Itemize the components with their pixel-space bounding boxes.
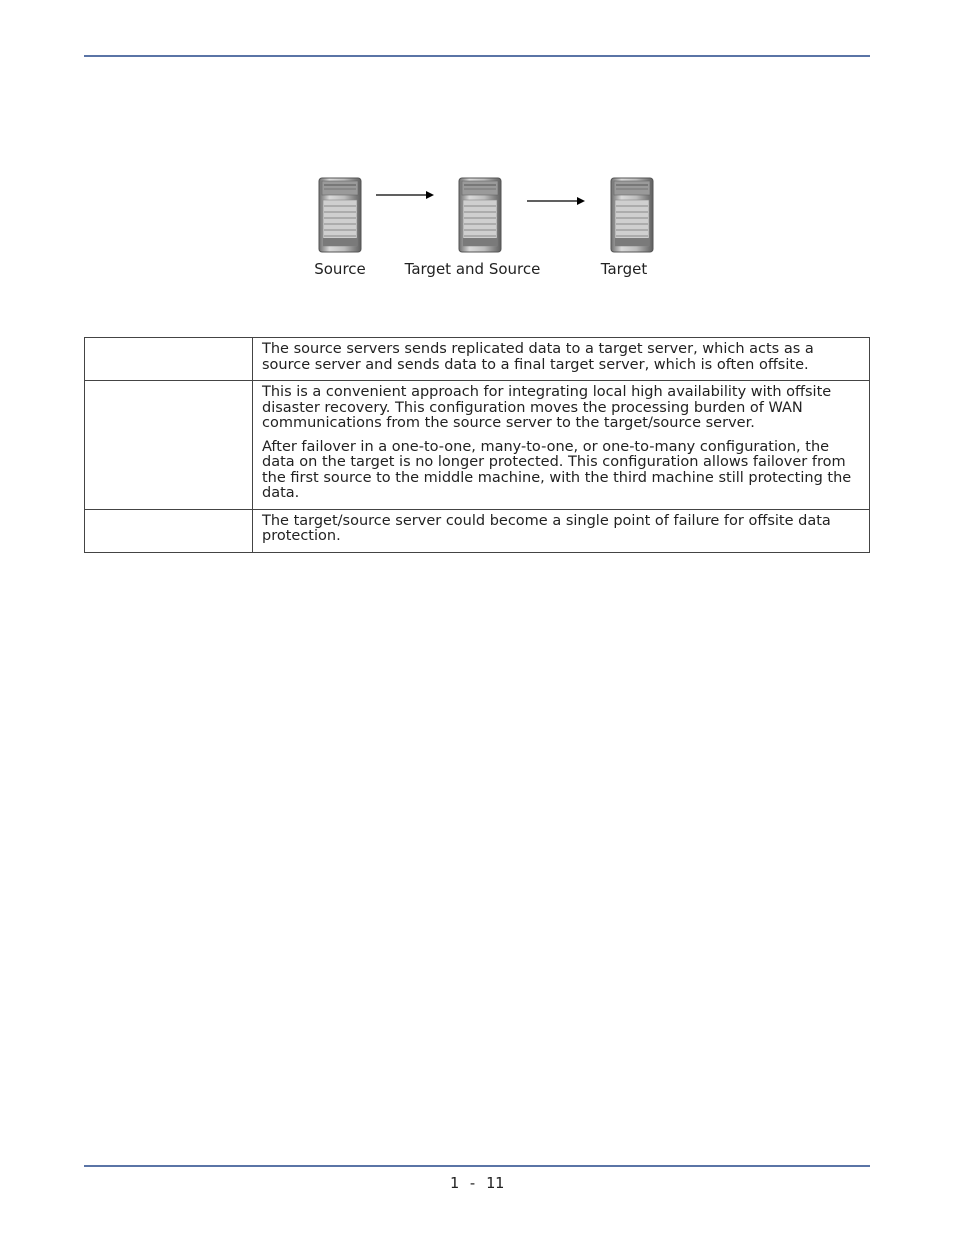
row-description-cell: [253, 338, 870, 381]
arrow-icon: [376, 190, 434, 200]
page-number: 1 - 11: [449, 1174, 505, 1192]
table-row: [85, 509, 870, 552]
node-label-source: Source: [314, 260, 366, 278]
row-description-cell: [253, 509, 870, 552]
header-rule: [84, 55, 870, 57]
arrow-icon: [527, 196, 585, 206]
table-row: [85, 381, 870, 510]
chained-replication-diagram: [290, 170, 670, 290]
description-paragraph: This is a convenient approach for integrating local high availability with offsite disaster recovery. This configuration moves the processing burden of WAN communications from the source server to the target/source server.: [262, 384, 832, 431]
footer-rule: [84, 1165, 870, 1167]
row-label-cell: [85, 381, 253, 510]
configuration-table: [84, 337, 870, 553]
server-icon: [608, 176, 656, 254]
row-label-cell: [85, 338, 253, 381]
description-paragraph: The source servers sends replicated data to a target server, which acts as a source server and sends data to a final target server, which is often offsite.: [262, 341, 814, 373]
server-icon: [456, 176, 504, 254]
description-paragraph: After failover in a one-to-one, many-to-one, or one-to-many configuration, the data on the target is no longer protected. This configuration allows failover from the first source to the middle machine, with the third machine still protecting the data.: [262, 438, 852, 501]
description-paragraph: The target/source server could become a single point of failure for offsite data protection.: [262, 512, 831, 544]
node-label-target-and-source: Target and Source: [404, 260, 541, 278]
row-label-cell: [85, 509, 253, 552]
table-row: [85, 338, 870, 381]
server-icon: [316, 176, 364, 254]
row-description-cell: [253, 381, 870, 510]
node-label-target: Target: [600, 260, 648, 278]
